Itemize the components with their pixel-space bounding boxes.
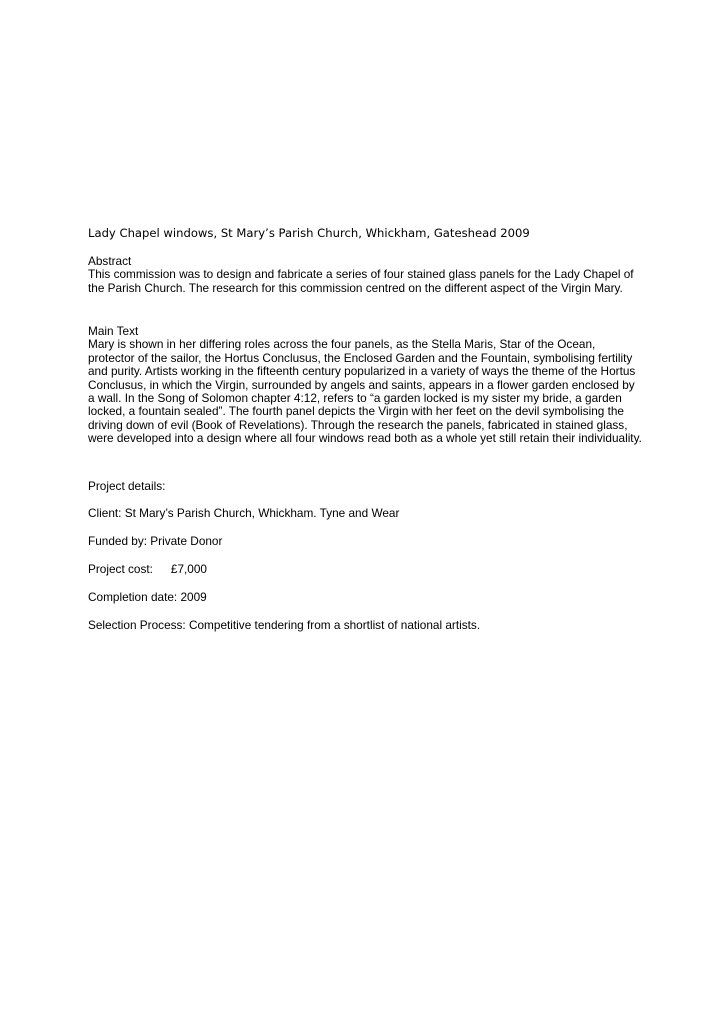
abstract-section: [88, 255, 643, 295]
abstract-heading: Abstract: [88, 254, 132, 268]
project-cost-label: Project cost:: [88, 562, 153, 576]
funded-by-line: Funded by: Private Donor: [88, 534, 223, 548]
main-text-section: [88, 325, 643, 446]
selection-process-line: Selection Process: Competitive tendering from a shortlist of national artists.: [88, 618, 481, 632]
main-text-body: Mary is shown in her differing roles across the four panels, as the Stella Maris, Star of the Ocean, protector of the sailor, the Hortus Conclusus, the Enclosed Garden and the Fountain, symbolising fertility and purity. Artists working in the fifteenth century popularized in a variety of ways the theme of the Hortus Conclusus, in which the Virgin, surrounded by angels and saints, appears in a flower garden enclosed by a wall. In the Song of Solomon chapter 4:12, refers to “a garden locked is my sister my bride, a garden locked, a fountain sealed”. The fourth panel depicts the Virgin with her feet on the devil symbolising the driving down of evil (Book of Revelations). Through the research the panels, fabricated in stained glass, were developed into a design where all four windows read both as a whole yet still retain their individuality.: [88, 337, 642, 446]
project-cost-value: £7,000: [170, 562, 207, 576]
project-details-heading: Project details:: [88, 479, 166, 493]
completion-date-line: Completion date: 2009: [88, 590, 207, 604]
document-title: Lady Chapel windows, St Mary’s Parish Church, Whickham, Gateshead 2009: [88, 226, 530, 240]
main-text-heading: Main Text: [88, 324, 139, 338]
client-line: Client: St Mary’s Parish Church, Whickham. Tyne and Wear: [88, 506, 400, 520]
abstract-text: This commission was to design and fabricate a series of four stained glass panels for the Lady Chapel of the Parish Church. The research for this commission centred on the different aspect of the Virgin Mary.: [88, 267, 634, 295]
project-cost-line: [88, 563, 643, 576]
